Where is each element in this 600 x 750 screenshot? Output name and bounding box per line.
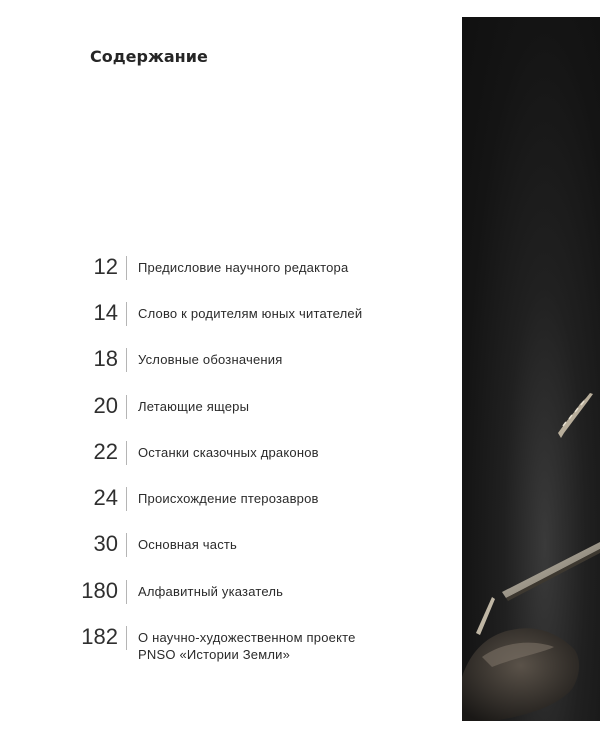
toc-page-number: 18 <box>93 346 118 371</box>
toc-title: Слово к родителям юных читателей <box>138 306 363 321</box>
toc-page-number: 30 <box>93 531 118 556</box>
toc-page-number: 20 <box>93 393 118 418</box>
toc-title: Основная часть <box>138 537 238 552</box>
toc-entry[interactable] <box>0 394 460 419</box>
toc-entry[interactable] <box>0 301 460 326</box>
toc-page-number: 12 <box>93 254 118 279</box>
toc-title: О научно-художественном проекте PNSO «Истории Земли» <box>138 630 356 662</box>
toc-entry[interactable] <box>0 486 460 511</box>
wing-bone-shadow <box>506 549 600 601</box>
toc-page-number: 14 <box>93 300 118 325</box>
toc-entry[interactable] <box>0 579 460 604</box>
toc-page-number: 22 <box>93 439 118 464</box>
toc-page-number: 24 <box>93 485 118 510</box>
toc-entry[interactable] <box>0 440 460 465</box>
toc-entry[interactable] <box>0 625 460 663</box>
toc-page-number: 182 <box>81 624 118 649</box>
fossil-illustration <box>462 17 600 721</box>
toc-entry[interactable] <box>0 347 460 372</box>
toc-entry[interactable] <box>0 532 460 557</box>
toc-page-number: 180 <box>81 578 118 603</box>
pterosaur-fossil-photo <box>462 17 600 721</box>
jaw-fragment <box>558 393 593 438</box>
page-title: Содержание <box>90 47 208 66</box>
toc-title: Предисловие научного редактора <box>138 260 349 275</box>
toc-title: Алфавитный указатель <box>138 584 284 599</box>
rock-base <box>462 628 579 721</box>
strut-bone <box>476 597 495 635</box>
toc-title: Происхождение птерозавров <box>138 491 319 506</box>
toc-title: Останки сказочных драконов <box>138 445 319 460</box>
wing-bone <box>502 542 600 598</box>
toc-entry[interactable] <box>0 255 460 280</box>
toc-title: Условные обозначения <box>138 352 283 367</box>
toc-title: Летающие ящеры <box>138 399 250 414</box>
